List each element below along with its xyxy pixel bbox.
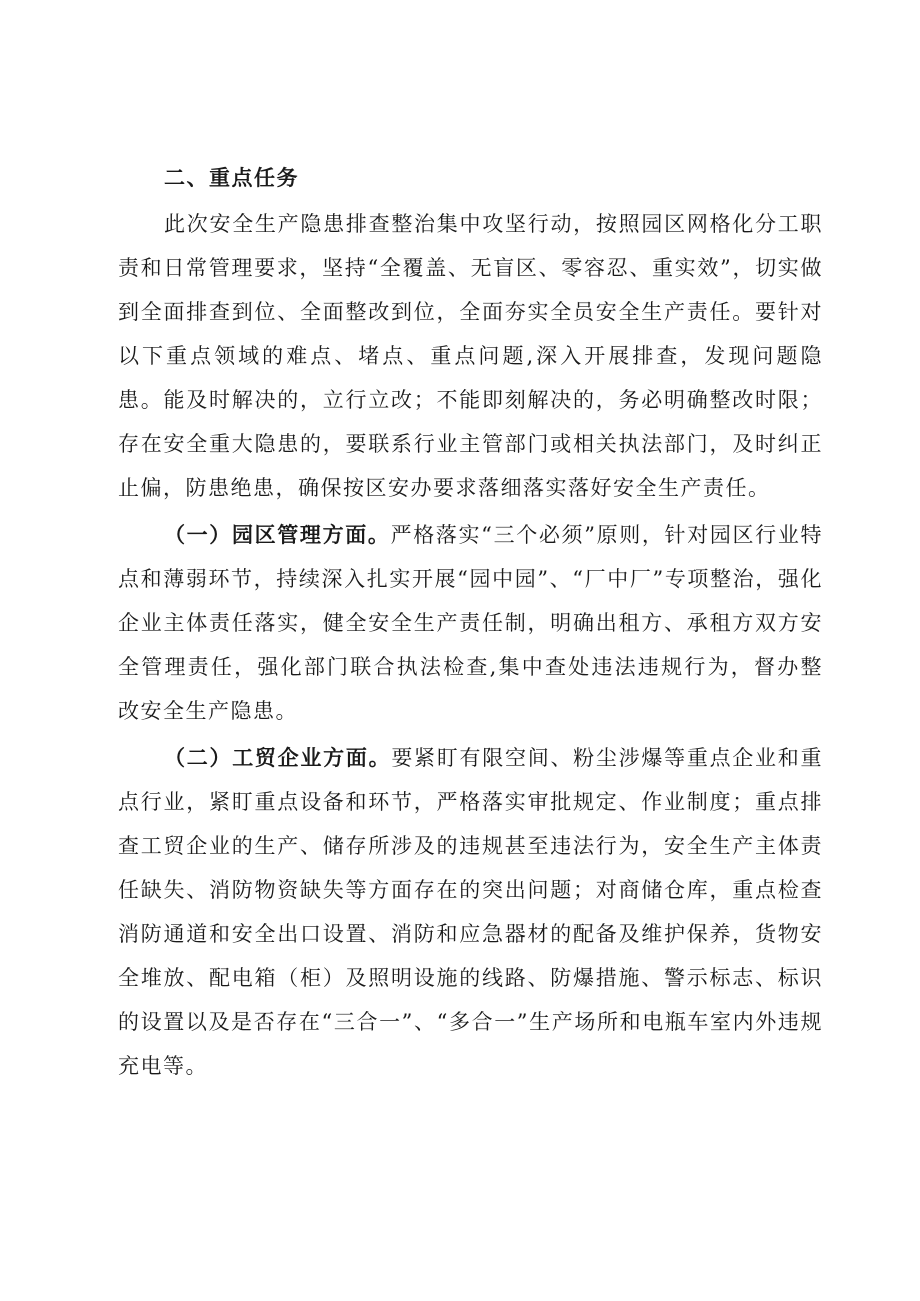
- item-paragraph-industry-trade: [118, 736, 823, 1088]
- item-paragraph-park-management: [118, 513, 823, 733]
- intro-paragraph: 此次安全生产隐患排查整治集中攻坚行动，按照园区网格化分工职责和日常管理要求，坚持“全覆盖、无盲区、零容忍、重实效”，切实做到全面排查到位、全面整改到位，全面夯实全员安全生产责任。要针对以下重点领域的难点、堵点、重点问题,深入开展排查，发现问题隐患。能及时解决的，立行立改；不能即刻解决的，务必明确整改时限；存在安全重大隐患的，要联系行业主管部门或相关执法部门，及时纠正止偏，防患绝患，确保按区安办要求落细落实落好安全生产责任。: [118, 212, 823, 500]
- item-body-park-management: 严格落实“三个必须”原则，针对园区行业特点和薄弱环节，持续深入扎实开展“园中园”、“厂中厂”专项整治，强化企业主体责任落实，健全安全生产责任制，明确出租方、承租方双方安全管理责任，强化部门联合执法检查,集中查处违法违规行为，督办整改安全生产隐患。: [118, 523, 823, 723]
- item-lead-industry-trade: （二）工贸企业方面。: [164, 746, 392, 770]
- section-heading: 二、重点任务: [164, 166, 299, 190]
- item-lead-park-management: （一）园区管理方面。: [164, 523, 391, 547]
- item-body-industry-trade: 要紧盯有限空间、粉尘涉爆等重点企业和重点行业，紧盯重点设备和环节，严格落实审批规定、作业制度；重点排查工贸企业的生产、储存所涉及的违规甚至违法行为，安全生产主体责任缺失、消防物资缺失等方面存在的突出问题；对商储仓库，重点检查消防通道和安全出口设置、消防和应急器材的配备及维护保养，货物安全堆放、配电箱（柜）及照明设施的线路、防爆措施、警示标志、标识的设置以及是否存在“三合一”、“多合一”生产场所和电瓶车室内外违规充电等。: [118, 746, 824, 1078]
- document-body: [118, 156, 823, 1088]
